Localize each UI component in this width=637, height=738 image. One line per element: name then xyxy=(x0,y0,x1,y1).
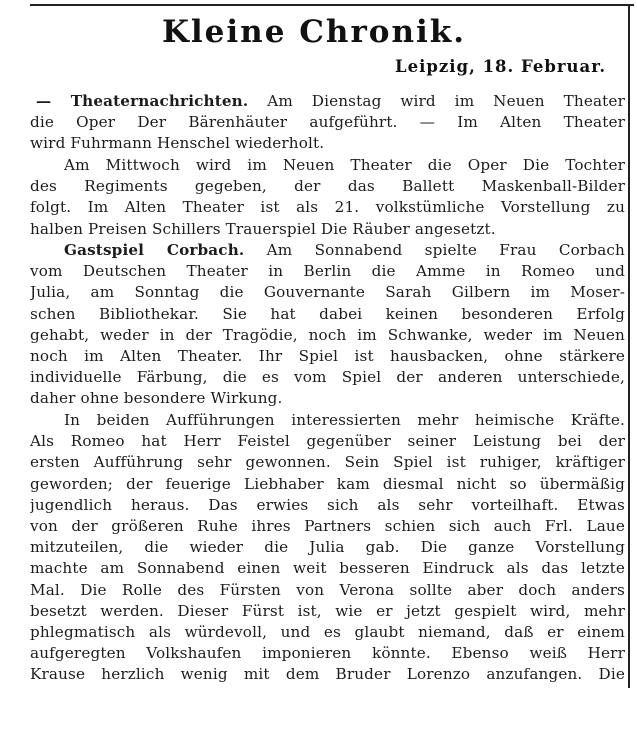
text-line: schen Bibliothekar. Sie hat dabei keinen besonderen Erfolg xyxy=(30,304,625,323)
text-line: daher ohne besondere Wirkung. xyxy=(30,389,283,408)
section-lead: Gastspiel Corbach. xyxy=(64,241,245,259)
text-line: von der größeren Ruhe ihres Partners schien sich auch Frl. Laue xyxy=(30,516,625,535)
dateline: Leipzig, 18. Februar. xyxy=(395,57,607,76)
text-line: Am Mittwoch wird im Neuen Theater die Oper Die Tochter xyxy=(64,156,625,174)
paragraph-auffuehrungen xyxy=(30,410,625,685)
text-line: halben Preisen Schillers Trauerspiel Die Räuber angesetzt. xyxy=(30,219,496,238)
column-rule xyxy=(628,4,630,688)
text-line: Als Romeo hat Herr Feistel gegenüber seiner Leistung bei der xyxy=(30,432,625,451)
text-line: jugendlich heraus. Das erwies sich als sehr vorteilhaft. Etwas xyxy=(30,495,625,514)
text-line: Krause herzlich wenig mit dem Bruder Lorenzo anzufangen. Die xyxy=(30,665,625,684)
text-line: vom Deutschen Theater in Berlin die Amme in Romeo und xyxy=(30,262,625,281)
text-line: des Regiments gegeben, der das Ballett Maskenball-Bilder xyxy=(30,177,625,196)
text-line: besetzt werden. Dieser Fürst ist, wie er jetzt gespielt wird, mehr xyxy=(30,601,625,620)
text-line: wird Fuhrmann Henschel wiederholt. xyxy=(30,134,325,153)
text-line: geworden; der feuerige Liebhaber kam diesmal nicht so übermäßig xyxy=(30,474,625,493)
text-line: In beiden Aufführungen interessierten mehr heimische Kräfte. xyxy=(64,411,625,429)
top-rule xyxy=(30,4,634,6)
text-line: — Theaternachrichten. Am Dienstag wird im Neuen Theater xyxy=(36,92,625,110)
text-line: machte am Sonnabend einen weit besseren Eindruck als das letzte xyxy=(30,559,625,578)
text-line: gehabt, weder in der Tragödie, noch im Schwanke, weder im Neuen xyxy=(30,325,625,344)
text-line: mitzuteilen, die wieder die Julia gab. Die ganze Vorstellung xyxy=(30,538,625,557)
text-line: ersten Aufführung sehr gewonnen. Sein Spiel ist ruhiger, kräftiger xyxy=(30,453,625,472)
section-lead: — Theaternachrichten. xyxy=(36,92,249,110)
paragraph-gastspiel xyxy=(30,240,625,410)
text-line: folgt. Im Alten Theater ist als 21. volkstümliche Vorstellung zu xyxy=(30,198,625,217)
paragraph-mittwoch xyxy=(30,155,625,240)
text-line: phlegmatisch als würdevoll, und es glaubt niemand, daß er einem xyxy=(30,622,625,641)
text-line: noch im Alten Theater. Ihr Spiel ist hausbacken, ohne stärkere xyxy=(30,346,625,365)
text-line: individuelle Färbung, die es vom Spiel der anderen unterschiede, xyxy=(30,368,625,387)
paragraph-theaternachrichten xyxy=(30,91,625,155)
text-line: aufgeregten Volkshaufen imponieren könnte. Ebenso weiß Herr xyxy=(30,644,625,663)
headline: Kleine Chronik. xyxy=(161,14,467,50)
text-line: Julia, am Sonntag die Gouvernante Sarah Gilbern im Moser- xyxy=(30,283,625,302)
text-line: Mal. Die Rolle des Fürsten von Verona sollte aber doch anders xyxy=(30,580,625,599)
text-line: die Oper Der Bärenhäuter aufgeführt. — Im Alten Theater xyxy=(30,113,625,132)
text-line: Gastspiel Corbach. Am Sonnabend spielte Frau Corbach xyxy=(64,241,625,259)
